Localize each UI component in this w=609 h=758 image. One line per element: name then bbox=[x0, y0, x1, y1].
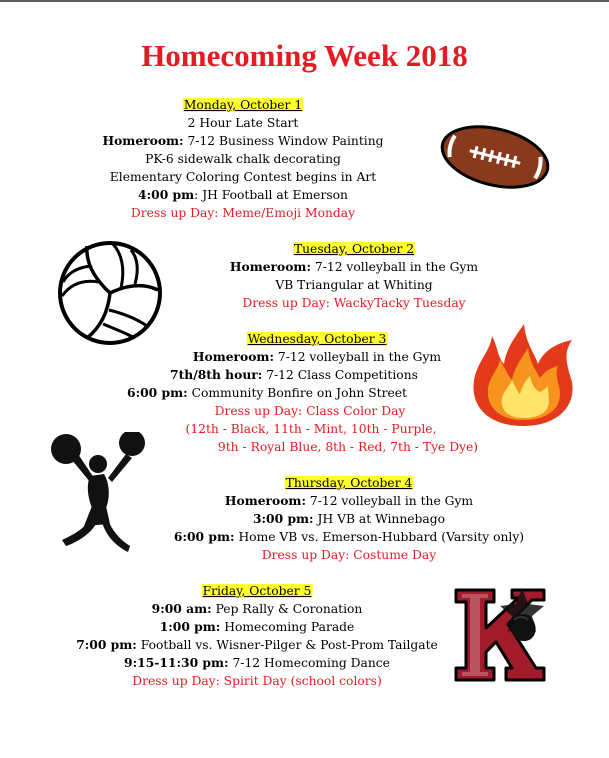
wednesday-class-colors-2: 9th - Royal Blue, 8th - Red, 7th - Tye Dye) bbox=[217, 440, 479, 454]
wednesday-line-3: 6:00 pm: Community Bonfire on John Street bbox=[127, 385, 407, 400]
friday-line-1: 9:00 am: Pep Rally & Coronation bbox=[151, 601, 363, 616]
tuesday-line-2: VB Triangular at Whiting bbox=[275, 278, 433, 292]
wednesday-heading: Wednesday, October 3 bbox=[247, 332, 387, 346]
wednesday-line-1: Homeroom: 7-12 volleyball in the Gym bbox=[192, 349, 442, 364]
monday-line-5: 4:00 pm: JH Football at Emerson bbox=[138, 187, 348, 202]
page-top-border bbox=[0, 0, 609, 2]
wednesday-class-colors-1: (12th - Black, 11th - Mint, 10th - Purple, bbox=[185, 422, 437, 436]
flame-icon bbox=[468, 322, 578, 428]
tuesday-heading: Tuesday, October 2 bbox=[293, 242, 415, 256]
monday-line-2: Homeroom: 7-12 Business Window Painting bbox=[102, 133, 384, 148]
thursday-heading: Thursday, October 4 bbox=[285, 476, 413, 490]
thursday-line-1: Homeroom: 7-12 volleyball in the Gym bbox=[224, 493, 474, 508]
wednesday-dress-up: Dress up Day: Class Color Day bbox=[214, 404, 406, 418]
monday-dress-up: Dress up Day: Meme/Emoji Monday bbox=[130, 206, 356, 220]
friday-line-3: 7:00 pm: Football vs. Wisner-Pilger & Post-Prom Tailgate bbox=[76, 637, 438, 652]
cheerleader-icon bbox=[50, 432, 150, 562]
k-logo-icon bbox=[452, 586, 548, 684]
wednesday-line-2: 7th/8th hour: 7-12 Class Competitions bbox=[170, 367, 418, 382]
friday-line-2: 1:00 pm: Homecoming Parade bbox=[159, 619, 355, 634]
monday-heading: Monday, October 1 bbox=[183, 98, 303, 112]
friday-dress-up: Dress up Day: Spirit Day (school colors) bbox=[132, 674, 382, 688]
football-icon bbox=[437, 120, 553, 194]
thursday-line-2: 3:00 pm: JH VB at Winnebago bbox=[252, 511, 446, 526]
monday-line-3: PK-6 sidewalk chalk decorating bbox=[145, 152, 341, 166]
monday-line-1: 2 Hour Late Start bbox=[187, 116, 299, 130]
page-title: Homecoming Week 2018 bbox=[141, 38, 468, 73]
thursday-dress-up: Dress up Day: Costume Day bbox=[261, 548, 437, 562]
monday-line-4: Elementary Coloring Contest begins in Art bbox=[109, 170, 377, 184]
volleyball-icon bbox=[57, 240, 163, 346]
thursday-line-3: 6:00 pm: Home VB vs. Emerson-Hubbard (Varsity only) bbox=[173, 529, 525, 544]
friday-line-4: 9:15-11:30 pm: 7-12 Homecoming Dance bbox=[124, 655, 390, 670]
tuesday-line-1: Homeroom: 7-12 volleyball in the Gym bbox=[229, 259, 479, 274]
friday-heading: Friday, October 5 bbox=[202, 584, 312, 598]
tuesday-dress-up: Dress up Day: WackyTacky Tuesday bbox=[242, 296, 466, 310]
